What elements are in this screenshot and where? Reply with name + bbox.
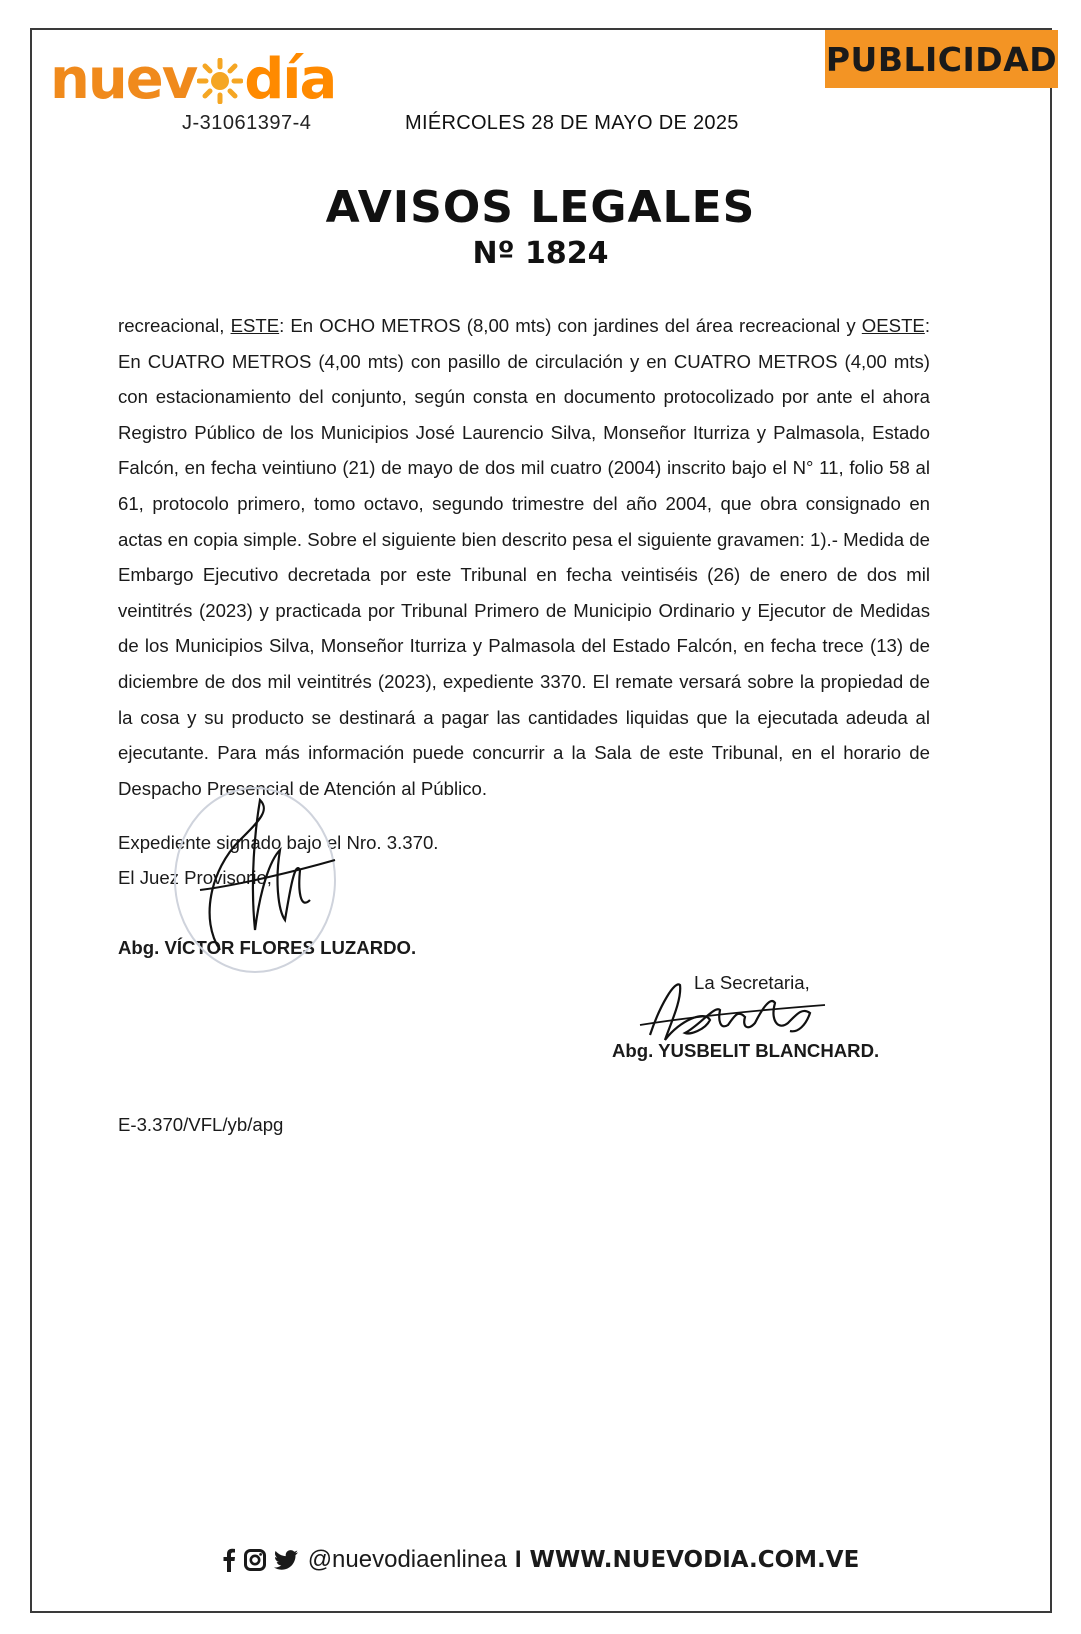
social-handle[interactable]: @nuevodiaenlinea [307, 1546, 507, 1573]
social-icons [222, 1548, 298, 1572]
footer-separator: I [514, 1546, 522, 1573]
page-title: AVISOS LEGALES [325, 182, 756, 233]
logo-text-part1: nuev [50, 47, 197, 112]
rif-number: J-31061397-4 [182, 112, 312, 134]
body-underline-oeste: OESTE [861, 315, 925, 336]
section-tag: PUBLICIDAD [825, 30, 1058, 88]
twitter-icon[interactable] [274, 1550, 298, 1570]
page-footer [0, 1546, 1081, 1574]
website-link[interactable]: WWW.NUEVODIA.COM.VE [529, 1547, 860, 1573]
publication-date: MIÉRCOLES 28 DE MAYO DE 2025 [405, 112, 739, 134]
body-text-2: : En OCHO METROS (8,00 mts) con jardines del área recreacional y [279, 315, 862, 336]
body-text-1: recreacional, [118, 315, 231, 336]
secretary-label: La Secretaria, [694, 972, 810, 993]
body-underline-este: ESTE [230, 315, 280, 336]
secretary-name: Abg. YUSBELIT BLANCHARD. [612, 1040, 880, 1061]
logo-text-part2: día [244, 47, 336, 112]
facebook-icon[interactable] [222, 1548, 236, 1572]
sun-icon [197, 58, 243, 104]
notice-paragraph [118, 308, 930, 806]
newspaper-logo [50, 47, 336, 112]
instagram-icon[interactable] [244, 1549, 266, 1571]
expediente-line: Expediente signado bajo el Nro. 3.370. [118, 832, 439, 853]
judge-label: El Juez Provisorio, [118, 867, 272, 888]
reference-code: E-3.370/VFL/yb/apg [118, 1114, 284, 1135]
body-text-3: : En CUATRO METROS (4,00 mts) con pasillo de circulación y en CUATRO METROS (4,00 mts) con estacionamiento del conjunto, según consta en documento protocolizado por ante el ahora Registro Público de los Municipios José Laurencio Silva, Monseñor Iturriza y Palmasola, Estado Falcón, en fecha veintiuno (21) de mayo de dos mil cuatro (2004) inscrito bajo el N° 11, folio 58 al 61, protocolo primero, tomo octavo, segundo trimestre del año 2004, que obra consignado en actas en copia simple. Sobre el siguiente bien descrito pesa el siguiente gravamen: 1).- Medida de Embargo Ejecutivo decretada por este Tribunal en fecha veintiséis (26) de enero de dos mil veintitrés (2023) y practicada por Tribunal Primero de Municipio Ordinario y Ejecutor de Medidas de los Municipios Silva, Monseñor Iturriza y Palmasola del Estado Falcón, en fecha trece (13) de diciembre de dos mil veintitrés (2023), expediente 3370. El remate versará sobre la propiedad de la cosa y su producto se destinará a pagar las cantidades liquidas que la ejecutada adeuda al ejecutante. Para más información puede concurrir a la Sala de este Tribunal, en el horario de Despacho Presencial de Atención al Público. [118, 315, 930, 799]
notice-number: Nº 1824 [472, 236, 609, 271]
judge-name: Abg. VÍCTOR FLORES LUZARDO. [118, 937, 417, 958]
notice-body [118, 308, 930, 806]
